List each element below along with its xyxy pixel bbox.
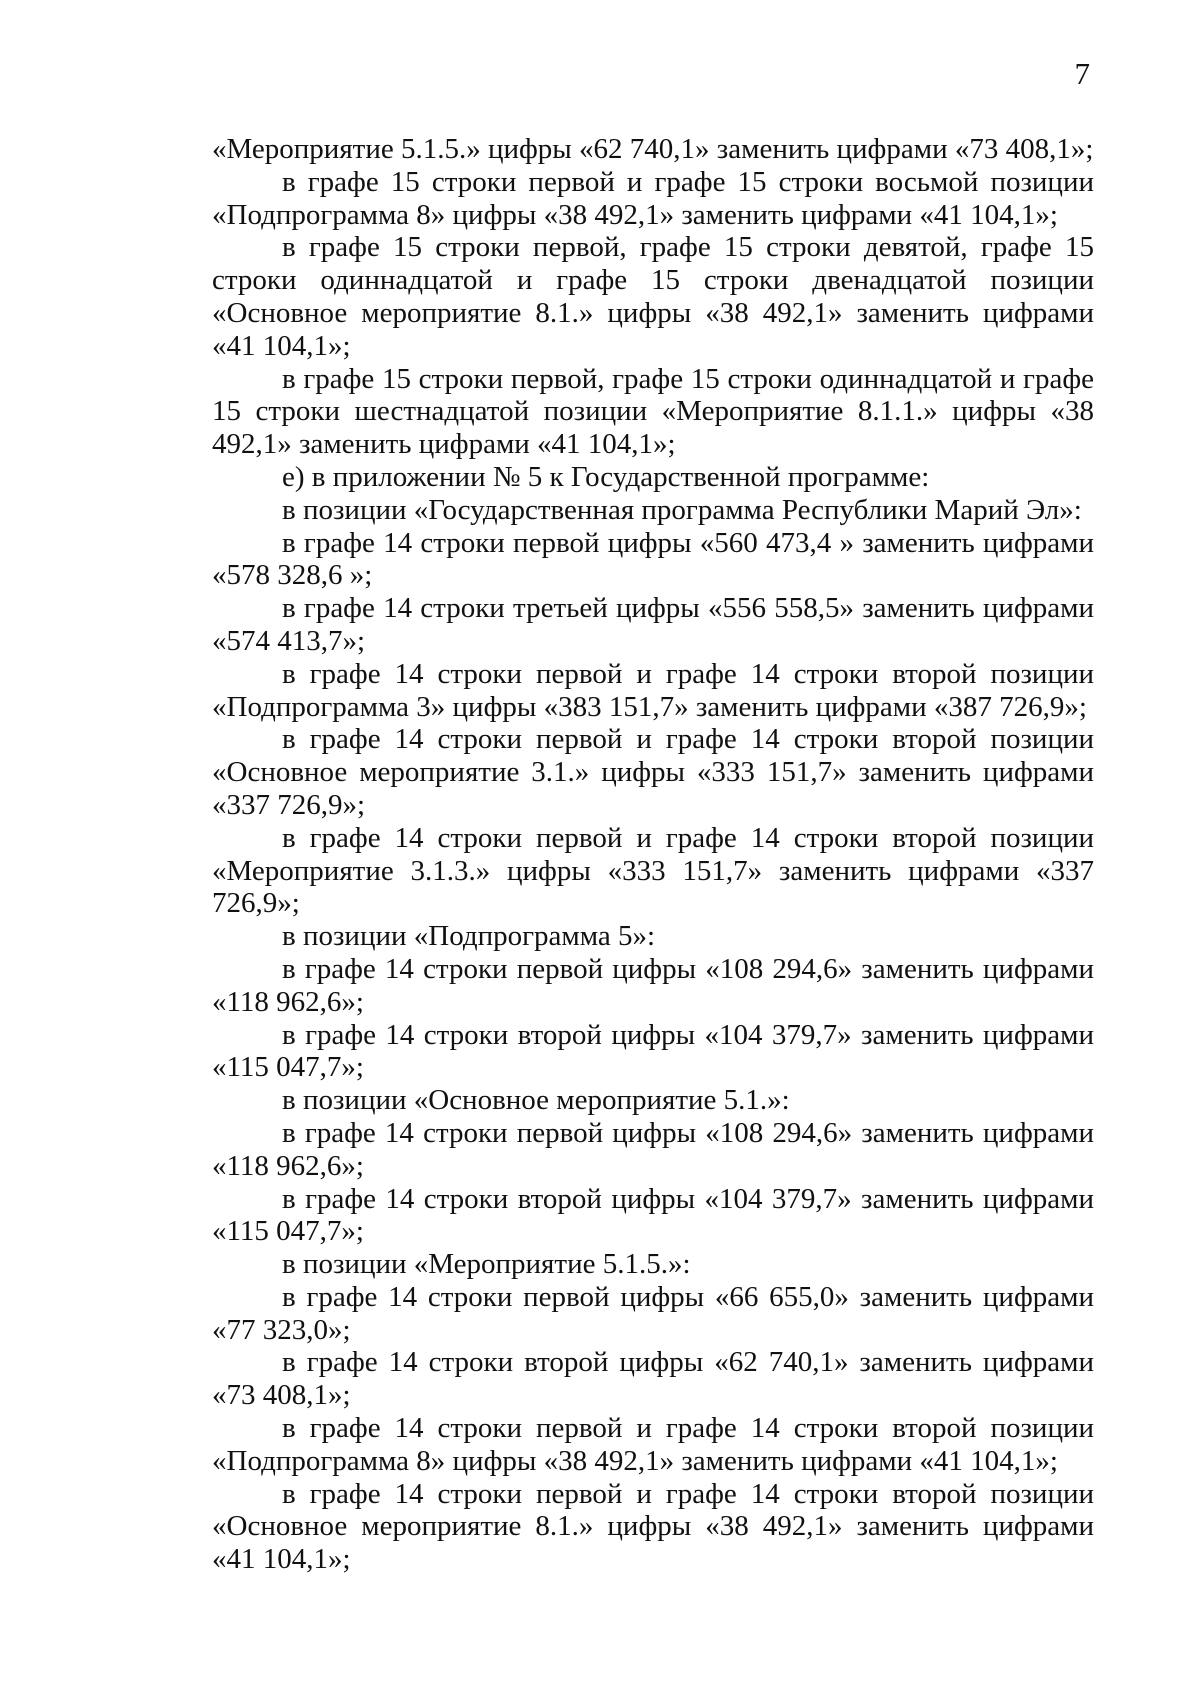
paragraph: е) в приложении № 5 к Государственной программе: [282,460,930,493]
paragraph: в графе 14 строки первой и графе 14 строки второй позиции «Подпрограмма 8» цифры «38 492,1» заменить цифрами «41 104,1»; [212,1412,1094,1477]
paragraph: в позиции «Мероприятие 5.1.5.»: [282,1248,691,1281]
paragraph: в графе 14 строки второй цифры «104 379,7» заменить цифрами «115 047,7»; [212,1018,1094,1084]
paragraph: в графе 15 строки первой, графе 15 строки девятой, графе 15 строки одиннадцатой и графе 15 строки двенадцатой позиции «Основное мероприятие 8.1.» цифры «38 492,1» заменить цифрами «41 104,1»; [212,231,1094,362]
paragraph: в позиции «Подпрограмма 5»: [282,920,656,953]
paragraph: в графе 14 строки второй цифры «104 379,7» заменить цифрами «115 047,7»; [212,1182,1094,1248]
paragraph: в графе 14 строки первой и графе 14 строки второй позиции «Основное мероприятие 8.1.» цифры «38 492,1» заменить цифрами «41 104,1»; [212,1477,1094,1576]
paragraph: в позиции «Государственная программа Республики Марий Эл»: [282,493,1082,526]
page-number: 7 [1074,56,1090,91]
paragraph: в графе 14 строки первой и графе 14 строки второй позиции «Подпрограмма 3» цифры «383 151,7» заменить цифрами «387 726,9»; [212,657,1094,723]
paragraph: в графе 14 строки первой цифры «108 294,6» заменить цифрами «118 962,6»; [212,952,1094,1018]
paragraph: в графе 14 строки первой и графе 14 строки второй позиции «Мероприятие 3.1.3.» цифры «333 151,7» заменить цифрами «337 726,9»; [212,821,1094,920]
paragraph: в графе 15 строки первой, графе 15 строки одиннадцатой и графе 15 строки шестнадцатой позиции «Мероприятие 8.1.1.» цифры «38 492,1» заменить цифрами «41 104,1»; [212,362,1094,461]
paragraph: «Мероприятие 5.1.5.» цифры «62 740,1» заменить цифрами «73 408,1»; [212,133,1094,165]
paragraph: в позиции «Основное мероприятие 5.1.»: [282,1084,790,1117]
paragraph: в графе 14 строки второй цифры «62 740,1» заменить цифрами «73 408,1»; [212,1346,1094,1412]
paragraph: в графе 14 строки первой цифры «66 655,0» заменить цифрами «77 323,0»; [212,1280,1094,1346]
paragraph: в графе 14 строки первой цифры «560 473,4 » заменить цифрами «578 328,6 »; [212,526,1094,592]
paragraph: в графе 14 строки третьей цифры «556 558,5» заменить цифрами «574 413,7»; [212,592,1094,657]
paragraph: в графе 14 строки первой цифры «108 294,6» заменить цифрами «118 962,6»; [212,1116,1094,1182]
paragraph: в графе 14 строки первой и графе 14 строки второй позиции «Основное мероприятие 3.1.» цифры «333 151,7» заменить цифрами «337 726,9»; [212,723,1094,821]
paragraph: в графе 15 строки первой и графе 15 строки восьмой позиции «Подпрограмма 8» цифры «38 492,1» заменить цифрами «41 104,1»; [212,165,1094,231]
document-body [212,133,1094,1576]
